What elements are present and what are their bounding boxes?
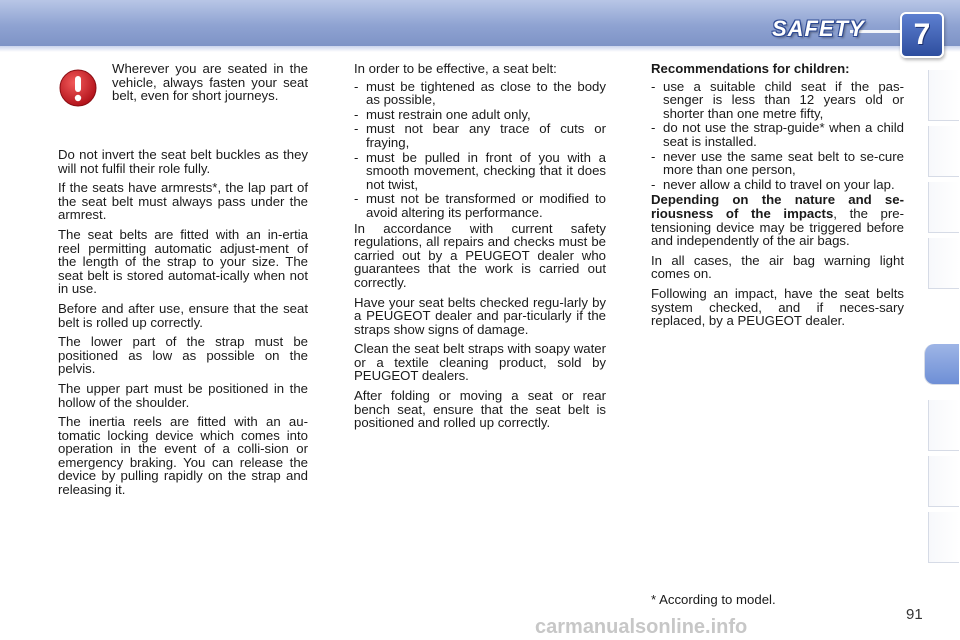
chapter-tab[interactable]: [928, 456, 959, 507]
paragraph: If the seats have armrests*, the lap part of the seat belt must always pass under the armrest.: [58, 180, 308, 223]
list-item: - must not be transformed or modified to avoid altering its performance.: [354, 192, 606, 219]
chapter-badge: [900, 12, 944, 58]
paragraph: The inertia reels are fitted with an au-tomatic locking device which comes into operation in the event of a colli-sion or emergency braking. You can release the device by pulling rapidly on the strap and releasing it.: [58, 414, 308, 498]
warning-text: Wherever you are seated in the vehicle, always fasten your seat belt, even for short journeys.: [112, 61, 308, 104]
children-recommendations-list: [651, 80, 904, 192]
chapter-number: 7: [913, 18, 931, 51]
watermark: carmanualsonline.info: [535, 616, 748, 638]
paragraph: After folding or moving a seat or rear bench seat, ensure that the seat belt is positioned and rolled up correctly.: [354, 388, 606, 431]
seat-belt-requirements-list: [354, 80, 606, 220]
list-intro: In order to be effective, a seat belt:: [354, 61, 557, 76]
chapter-tab[interactable]: [928, 70, 959, 121]
chapter-tab-active[interactable]: [924, 344, 959, 385]
column-3: [651, 62, 904, 334]
list-item: - use a suitable child seat if the pas-senger is less than 12 years old or shorter than one metre fifty,: [651, 80, 904, 121]
paragraph: Do not invert the seat belt buckles as they will not fulfil their role fully.: [58, 147, 308, 176]
section-title: SAFETY: [772, 16, 865, 41]
list-item: - never allow a child to travel on your lap.: [651, 178, 904, 192]
paragraph: The upper part must be positioned in the hollow of the shoulder.: [58, 380, 308, 410]
paragraph: The seat belts are fitted with an in-ertia reel permitting automatic adjust-ment of the length of the strap to your size. The seat belt is stored automat-ically when not in use.: [58, 226, 308, 297]
page-number: 91: [906, 606, 923, 623]
chapter-tab[interactable]: [928, 512, 959, 563]
children-heading: Recommendations for children:: [651, 61, 850, 76]
chapter-tab[interactable]: [928, 400, 959, 451]
chapter-tab[interactable]: [928, 238, 959, 289]
header-fade: [0, 46, 960, 52]
chapter-tabs: [928, 70, 960, 575]
impact-paragraph: [651, 193, 904, 247]
paragraph: In accordance with current safety regulations, all repairs and checks must be carried out by a PEUGEOT dealer who guarantees that the work is carried out correctly.: [354, 220, 606, 290]
footnote: * According to model.: [651, 592, 776, 607]
list-item: - must be pulled in front of you with a smooth movement, checking that it does not twist,: [354, 151, 606, 192]
paragraph: In all cases, the air bag warning light comes on.: [651, 252, 904, 282]
chapter-tab[interactable]: [928, 126, 959, 177]
column-2: [354, 62, 606, 436]
list-item: - must restrain one adult only,: [354, 108, 606, 122]
column-1: [58, 148, 308, 503]
paragraph: Before and after use, ensure that the seat belt is rolled up correctly.: [58, 300, 308, 330]
list-item: - must be tightened as close to the body as possible,: [354, 80, 606, 107]
chapter-tab[interactable]: [928, 182, 959, 233]
paragraph: The lower part of the strap must be positioned as low as possible on the pelvis.: [58, 334, 308, 377]
paragraph: Have your seat belts checked regu-larly by a PEUGEOT dealer and par-ticularly if the straps show signs of damage.: [354, 294, 606, 337]
impact-text: , the pre-tensioning device may be triggered before and independently of the air bags.: [651, 205, 905, 249]
list-item: - never use the same seat belt to se-cure more than one person,: [651, 150, 904, 177]
exclamation-warning-icon: [58, 68, 98, 108]
list-item: - do not use the strap-guide* when a child seat is installed.: [651, 121, 904, 148]
list-item: - must not bear any trace of cuts or fraying,: [354, 122, 606, 149]
paragraph: Clean the seat belt straps with soapy water or a textile cleaning product, sold by PEUGEOT dealers.: [354, 341, 606, 384]
impact-bold-text: Depending on the nature and se-riousness of the impacts: [651, 192, 904, 221]
paragraph: Following an impact, have the seat belts system checked, and if neces-sary replaced, by a PEUGEOT dealer.: [651, 285, 904, 329]
